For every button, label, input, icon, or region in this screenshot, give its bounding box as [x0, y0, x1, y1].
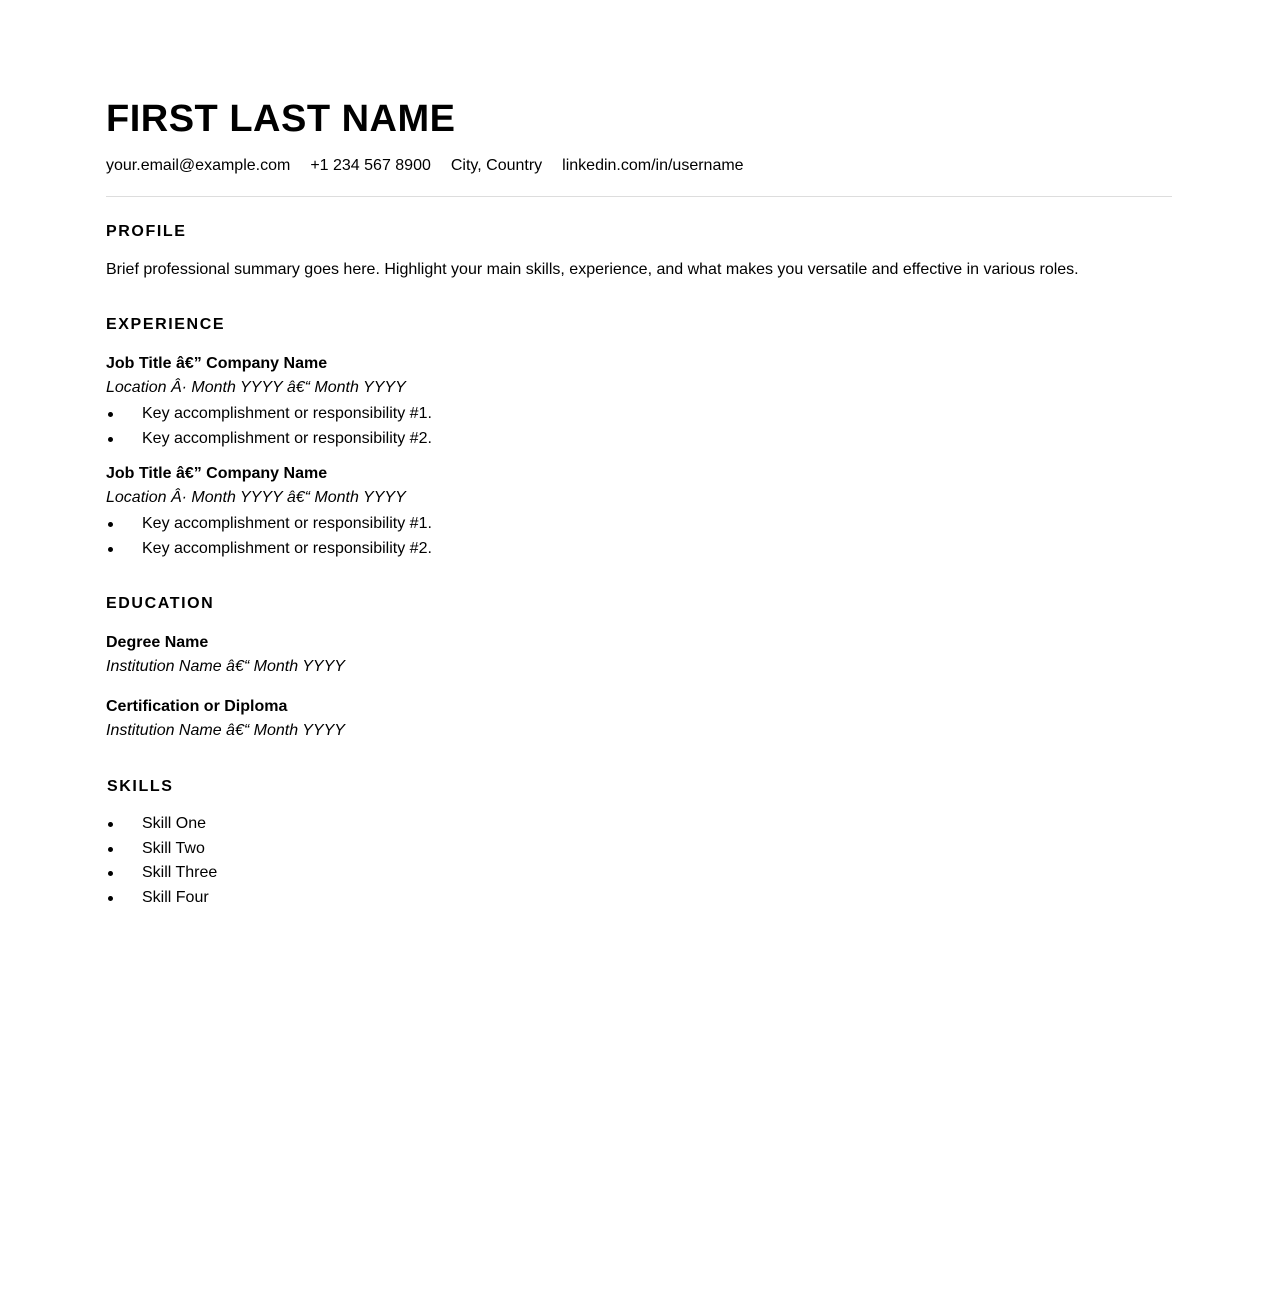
bullet-icon: [108, 547, 113, 552]
contact-line: [106, 156, 1172, 176]
profile-summary: Brief professional summary goes here. Highlight your main skills, experience, and what makes you versatile and effective in various roles.: [106, 261, 1079, 278]
bullet-icon: [108, 847, 113, 852]
skill-text: Skill Two: [142, 839, 205, 857]
job-bullets: [106, 514, 1172, 559]
degree-meta: Institution Name â€“ Month YYYY: [106, 722, 345, 739]
full-name: FIRST LAST NAME: [106, 98, 456, 140]
bullet-icon: [108, 896, 113, 901]
bullet-icon: [108, 822, 113, 827]
skills-section: [106, 777, 1172, 908]
header-divider: [106, 196, 1172, 197]
contact-email: your.email@example.com: [106, 157, 291, 174]
job-bullets: [106, 404, 1172, 449]
degree-meta: Institution Name â€“ Month YYYY: [106, 658, 345, 675]
bullet-text: Key accomplishment or responsibility #2.: [142, 430, 432, 447]
contact-linkedin: linkedin.com/in/username: [562, 157, 744, 174]
job-meta: Location Â· Month YYYY â€“ Month YYYY: [106, 489, 406, 506]
section-title-profile: PROFILE: [106, 223, 187, 240]
experience-section: [106, 315, 1172, 559]
section-title-experience: EXPERIENCE: [106, 316, 226, 333]
experience-entry: [106, 354, 1172, 449]
section-title-skills: SKILLS: [107, 778, 174, 795]
skill-text: Skill Three: [142, 864, 218, 881]
skill-text: Skill Four: [142, 888, 209, 906]
list-item: [106, 863, 1172, 883]
list-item: [106, 839, 1172, 859]
contact-phone: +1 234 567 8900: [310, 157, 431, 174]
profile-section: [106, 222, 1172, 280]
experience-entry: [106, 464, 1172, 559]
list-item: [106, 429, 1172, 449]
degree-heading: Degree Name: [106, 634, 209, 651]
skills-list: [106, 814, 1172, 908]
resume-page: [106, 96, 1172, 912]
list-item: [106, 404, 1172, 424]
bullet-icon: [108, 522, 113, 527]
degree-heading: Certification or Diploma: [106, 698, 288, 715]
bullet-text: Key accomplishment or responsibility #1.: [142, 405, 432, 422]
bullet-text: Key accomplishment or responsibility #2.: [142, 540, 432, 557]
job-meta: Location Â· Month YYYY â€“ Month YYYY: [106, 379, 406, 396]
education-entry: [106, 697, 1172, 741]
bullet-icon: [108, 412, 113, 417]
section-title-education: EDUCATION: [106, 595, 215, 612]
list-item: [106, 814, 1172, 834]
job-heading: Job Title â€” Company Name: [106, 355, 328, 372]
list-item: [106, 539, 1172, 559]
contact-location: City, Country: [450, 157, 543, 174]
education-section: [106, 594, 1172, 741]
list-item: [106, 514, 1172, 534]
job-heading: Job Title â€” Company Name: [106, 465, 328, 482]
bullet-icon: [108, 437, 113, 442]
education-entry: [106, 633, 1172, 677]
skill-text: Skill One: [142, 815, 207, 832]
bullet-icon: [108, 871, 113, 876]
bullet-text: Key accomplishment or responsibility #1.: [142, 515, 432, 532]
list-item: [106, 888, 1172, 908]
